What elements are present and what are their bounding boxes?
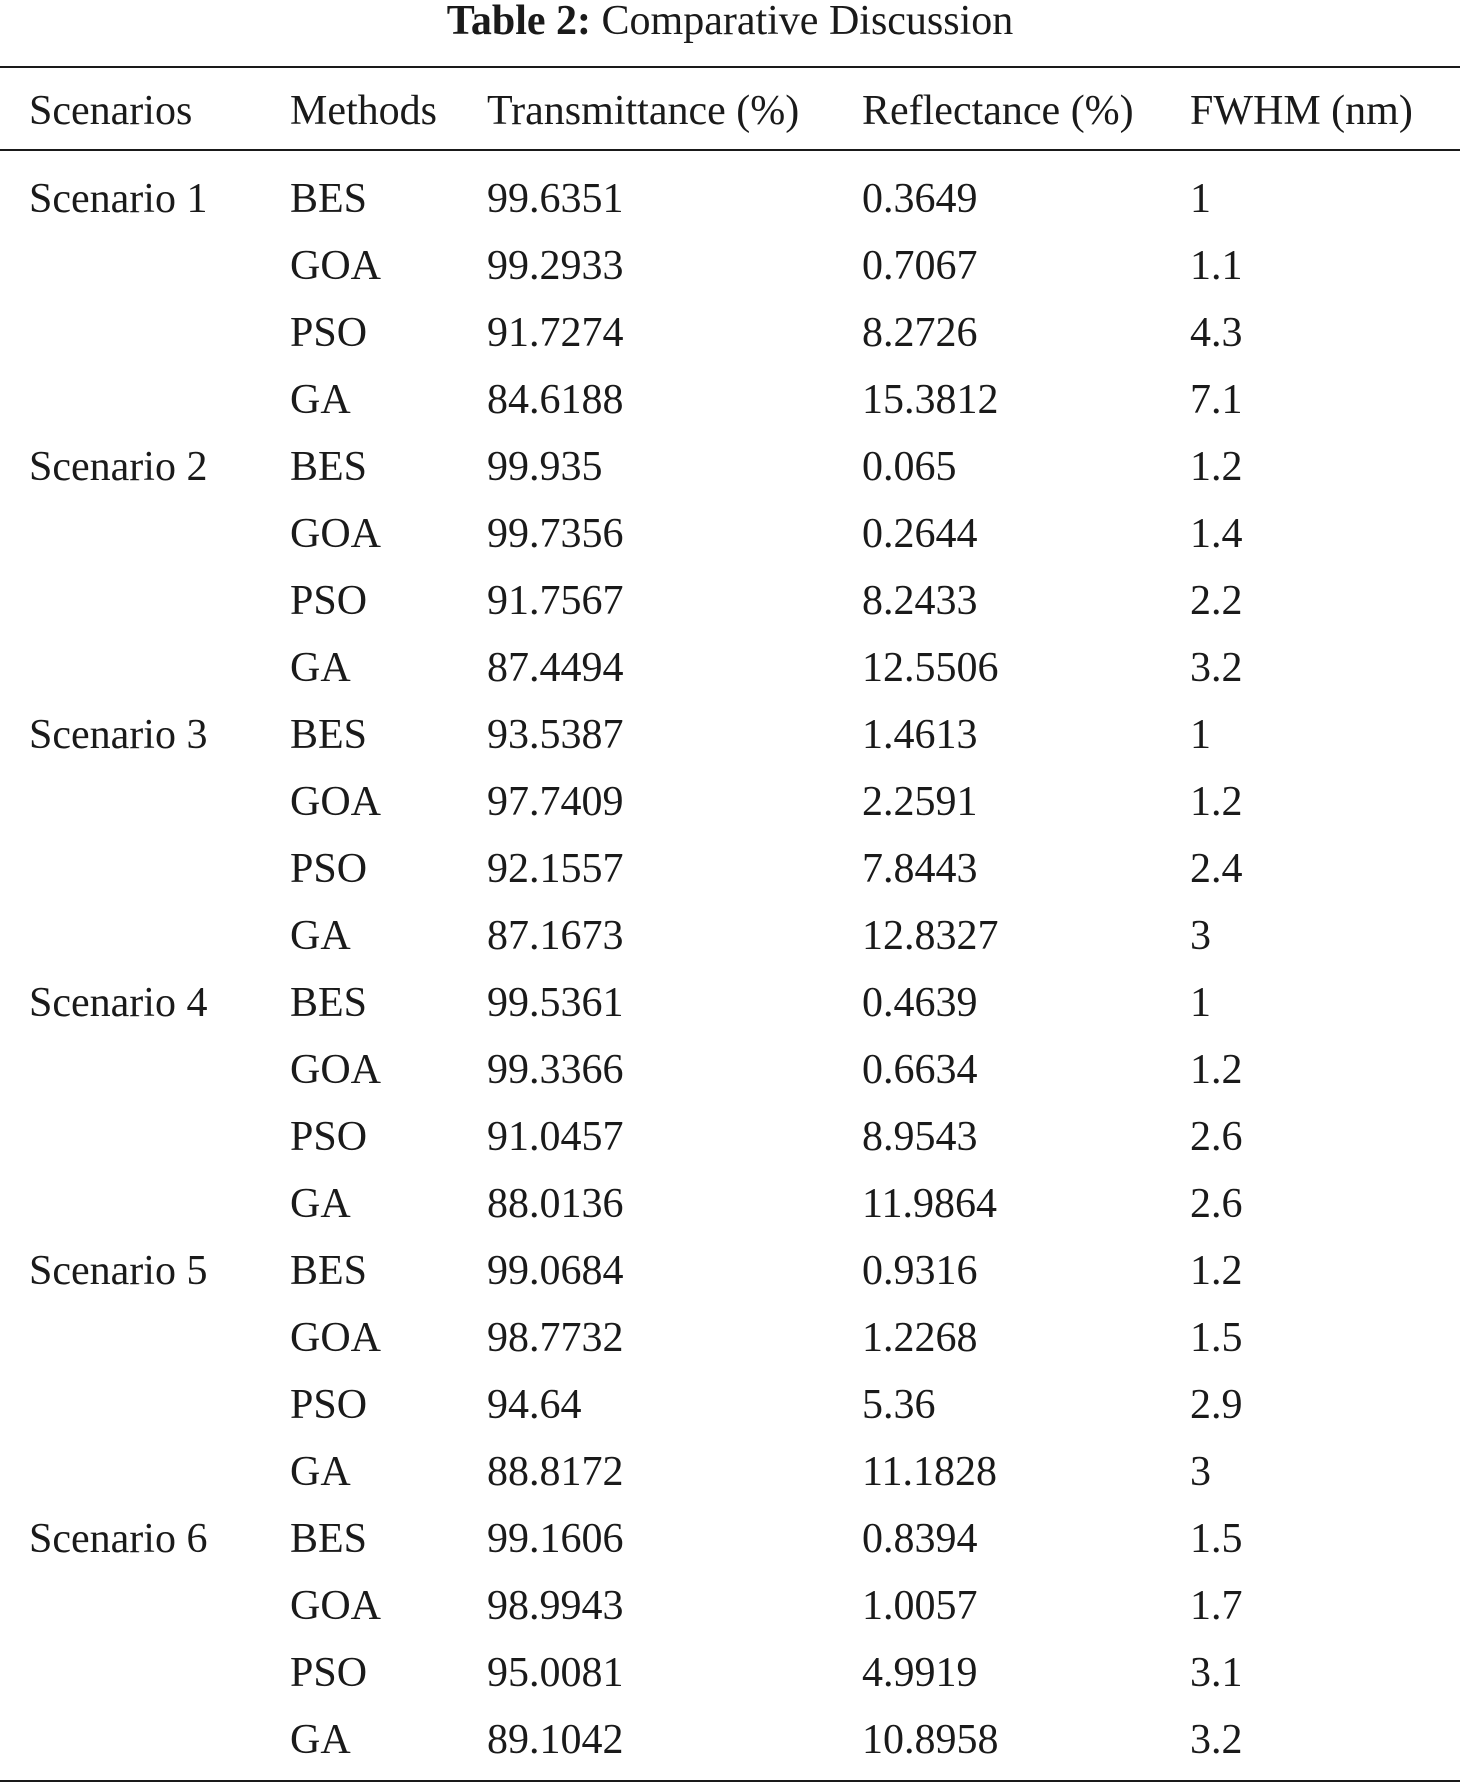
transmittance-cell: 94.64 — [487, 1381, 582, 1428]
reflectance-cell: 0.9316 — [862, 1247, 978, 1294]
fwhm-cell: 1.4 — [1190, 510, 1243, 557]
fwhm-cell: 4.3 — [1190, 309, 1243, 356]
transmittance-cell: 99.3366 — [487, 1046, 624, 1093]
transmittance-cell: 93.5387 — [487, 711, 624, 758]
fwhm-cell: 1.2 — [1190, 1247, 1243, 1294]
table-row — [0, 1103, 1460, 1170]
reflectance-cell: 8.2726 — [862, 309, 978, 356]
header-row — [0, 70, 1460, 151]
reflectance-cell: 0.065 — [862, 443, 957, 490]
header-fwhm: FWHM (nm) — [1190, 87, 1413, 134]
table-row — [0, 1371, 1460, 1438]
table-row — [0, 500, 1460, 567]
table-row — [0, 299, 1460, 366]
scenario-cell — [0, 299, 290, 366]
transmittance-cell: 89.1042 — [487, 1716, 624, 1763]
scenario-cell — [0, 634, 290, 701]
fwhm-cell: 1.5 — [1190, 1515, 1243, 1562]
comparison-table — [0, 70, 1460, 1773]
transmittance-cell: 91.7274 — [487, 309, 624, 356]
fwhm-cell: 3.1 — [1190, 1649, 1243, 1696]
method-cell: GA — [290, 1716, 351, 1763]
fwhm-cell: 2.6 — [1190, 1180, 1243, 1227]
table-row — [0, 567, 1460, 634]
method-cell: PSO — [290, 1649, 368, 1696]
method-cell: PSO — [290, 577, 368, 624]
transmittance-cell: 87.4494 — [487, 644, 624, 691]
table-row — [0, 1036, 1460, 1103]
transmittance-cell: 91.7567 — [487, 577, 624, 624]
transmittance-cell: 95.0081 — [487, 1649, 624, 1696]
reflectance-cell: 11.1828 — [862, 1448, 997, 1495]
reflectance-cell: 11.9864 — [862, 1180, 997, 1227]
method-cell: GA — [290, 376, 351, 423]
table-row — [0, 634, 1460, 701]
table-row — [0, 969, 1460, 1036]
reflectance-cell: 1.4613 — [862, 711, 978, 758]
header-transmittance: Transmittance (%) — [487, 87, 800, 134]
method-cell: PSO — [290, 1381, 368, 1428]
table-row — [0, 835, 1460, 902]
transmittance-cell: 88.8172 — [487, 1448, 624, 1495]
method-cell: GOA — [290, 510, 381, 557]
method-cell: GA — [290, 912, 351, 959]
transmittance-cell: 99.5361 — [487, 979, 624, 1026]
fwhm-cell: 1.5 — [1190, 1314, 1243, 1361]
table-row — [0, 768, 1460, 835]
transmittance-cell: 84.6188 — [487, 376, 624, 423]
reflectance-cell: 8.2433 — [862, 577, 978, 624]
transmittance-cell: 99.935 — [487, 443, 603, 490]
header-reflectance: Reflectance (%) — [862, 87, 1134, 134]
caption-label: Table 2: — [446, 0, 592, 44]
fwhm-cell: 1.1 — [1190, 242, 1243, 289]
fwhm-cell: 2.9 — [1190, 1381, 1243, 1428]
method-cell: PSO — [290, 1113, 368, 1160]
scenario-cell: Scenario 3 — [29, 711, 208, 758]
transmittance-cell: 99.2933 — [487, 242, 624, 289]
reflectance-cell: 0.4639 — [862, 979, 978, 1026]
fwhm-cell: 3.2 — [1190, 644, 1243, 691]
fwhm-cell: 3 — [1190, 1448, 1211, 1495]
transmittance-cell: 98.7732 — [487, 1314, 624, 1361]
header-scenarios: Scenarios — [29, 87, 193, 134]
fwhm-cell: 1.2 — [1190, 778, 1243, 825]
fwhm-cell: 7.1 — [1190, 376, 1243, 423]
fwhm-cell: 1.7 — [1190, 1582, 1243, 1629]
table-row — [0, 366, 1460, 433]
reflectance-cell: 12.5506 — [862, 644, 999, 691]
method-cell: PSO — [290, 845, 368, 892]
method-cell: BES — [290, 1515, 368, 1562]
scenario-cell: Scenario 6 — [29, 1515, 208, 1562]
scenario-cell: Scenario 5 — [29, 1247, 208, 1294]
method-cell: BES — [290, 443, 368, 490]
scenario-cell — [0, 1438, 290, 1505]
method-cell: GOA — [290, 1314, 381, 1361]
transmittance-cell: 99.0684 — [487, 1247, 624, 1294]
method-cell: GOA — [290, 778, 381, 825]
reflectance-cell: 1.0057 — [862, 1582, 978, 1629]
method-cell: BES — [290, 175, 368, 222]
table-row — [0, 1639, 1460, 1706]
table-row — [0, 1572, 1460, 1639]
fwhm-cell: 1.2 — [1190, 1046, 1243, 1093]
scenario-cell — [0, 902, 290, 969]
transmittance-cell: 99.6351 — [487, 175, 624, 222]
reflectance-cell: 0.8394 — [862, 1515, 978, 1562]
spacer-row — [0, 151, 1460, 165]
scenario-cell — [0, 1371, 290, 1438]
table-row — [0, 165, 1460, 232]
header-rule — [0, 149, 1460, 151]
fwhm-cell: 3.2 — [1190, 1716, 1243, 1763]
scenario-cell: Scenario 2 — [29, 443, 208, 490]
scenario-cell — [0, 1304, 290, 1371]
scenario-cell — [0, 768, 290, 835]
table-row — [0, 1237, 1460, 1304]
table-row — [0, 1438, 1460, 1505]
table-body — [0, 151, 1460, 1773]
fwhm-cell: 2.4 — [1190, 845, 1243, 892]
header-methods: Methods — [290, 87, 437, 134]
method-cell: GA — [290, 1448, 351, 1495]
method-cell: GOA — [290, 242, 381, 289]
reflectance-cell: 1.2268 — [862, 1314, 978, 1361]
fwhm-cell: 1 — [1190, 979, 1211, 1026]
method-cell: GA — [290, 644, 351, 691]
table-row — [0, 902, 1460, 969]
fwhm-cell: 1 — [1190, 711, 1211, 758]
transmittance-cell: 88.0136 — [487, 1180, 624, 1227]
top-rule — [0, 66, 1460, 68]
reflectance-cell: 5.36 — [862, 1381, 936, 1428]
scenario-cell — [0, 1170, 290, 1237]
scenario-cell: Scenario 1 — [29, 175, 208, 222]
method-cell: GOA — [290, 1582, 381, 1629]
scenario-cell — [0, 835, 290, 902]
table-row — [0, 1505, 1460, 1572]
method-cell: GOA — [290, 1046, 381, 1093]
scenario-cell — [0, 366, 290, 433]
table-row — [0, 433, 1460, 500]
transmittance-cell: 98.9943 — [487, 1582, 624, 1629]
scenario-cell — [0, 1572, 290, 1639]
reflectance-cell: 7.8443 — [862, 845, 978, 892]
reflectance-cell: 8.9543 — [862, 1113, 978, 1160]
fwhm-cell: 1 — [1190, 175, 1211, 222]
method-cell: BES — [290, 979, 368, 1026]
scenario-cell — [0, 1639, 290, 1706]
transmittance-cell: 87.1673 — [487, 912, 624, 959]
scenario-cell: Scenario 4 — [29, 979, 208, 1026]
reflectance-cell: 0.7067 — [862, 242, 978, 289]
method-cell: PSO — [290, 309, 368, 356]
reflectance-cell: 0.3649 — [862, 175, 978, 222]
fwhm-cell: 2.2 — [1190, 577, 1243, 624]
table-row — [0, 1706, 1460, 1773]
fwhm-cell: 1.2 — [1190, 443, 1243, 490]
scenario-cell — [0, 1103, 290, 1170]
table-caption — [0, 0, 1460, 42]
transmittance-cell: 99.7356 — [487, 510, 624, 557]
reflectance-cell: 0.2644 — [862, 510, 978, 557]
reflectance-cell: 0.6634 — [862, 1046, 978, 1093]
caption-title: Comparative Discussion — [601, 0, 1014, 44]
table-row — [0, 701, 1460, 768]
transmittance-cell: 92.1557 — [487, 845, 624, 892]
transmittance-cell: 99.1606 — [487, 1515, 624, 1562]
spacer-cell — [0, 151, 1460, 165]
method-cell: BES — [290, 711, 368, 758]
transmittance-cell: 97.7409 — [487, 778, 624, 825]
scenario-cell — [0, 232, 290, 299]
bottom-rule — [0, 1780, 1460, 1782]
scenario-cell — [0, 1036, 290, 1103]
scenario-cell — [0, 500, 290, 567]
method-cell: BES — [290, 1247, 368, 1294]
table-row — [0, 232, 1460, 299]
scenario-cell — [0, 567, 290, 634]
reflectance-cell: 12.8327 — [862, 912, 999, 959]
reflectance-cell: 15.3812 — [862, 376, 999, 423]
fwhm-cell: 3 — [1190, 912, 1211, 959]
fwhm-cell: 2.6 — [1190, 1113, 1243, 1160]
method-cell: GA — [290, 1180, 351, 1227]
reflectance-cell: 4.9919 — [862, 1649, 978, 1696]
reflectance-cell: 10.8958 — [862, 1716, 999, 1763]
reflectance-cell: 2.2591 — [862, 778, 978, 825]
table-row — [0, 1170, 1460, 1237]
scenario-cell — [0, 1706, 290, 1773]
table-row — [0, 1304, 1460, 1371]
transmittance-cell: 91.0457 — [487, 1113, 624, 1160]
